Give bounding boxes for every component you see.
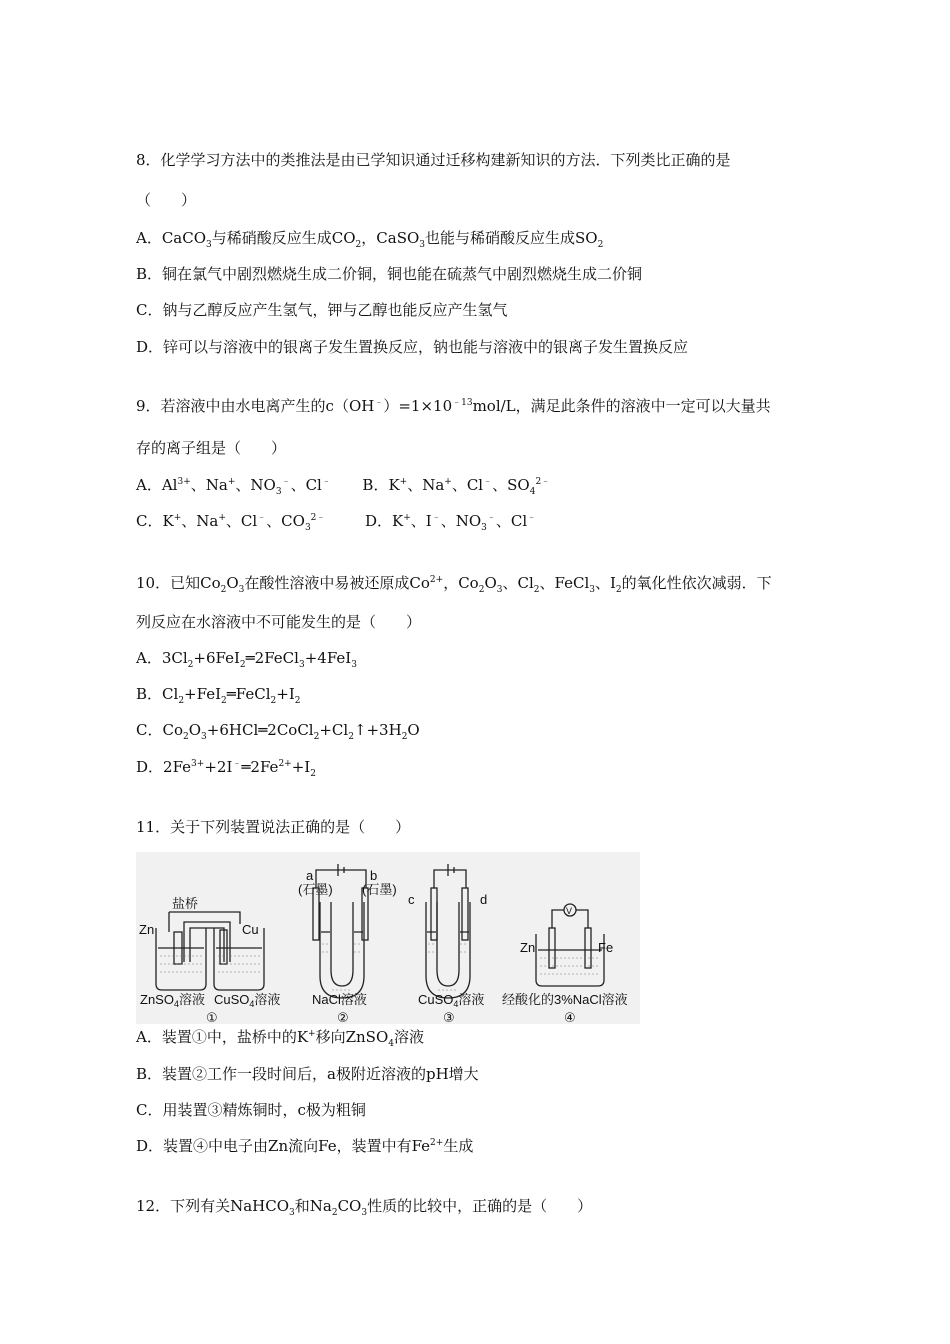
device-3-number: ③ [443, 1010, 455, 1024]
electrode-c-label: c [408, 892, 415, 907]
electrode-b-label: b [370, 868, 378, 883]
q8-option-b: B．铜在氯气中剧烈燃烧生成二价铜，铜也能在硫蒸气中剧烈燃烧生成二价铜 [136, 265, 643, 283]
electrode-d-label: d [480, 892, 488, 907]
q9-option-b: B．K+、Na+、Cl﹣、$SO_4^{2﹣}$ [362, 476, 551, 497]
q8-paren: （ ） [136, 191, 197, 209]
q11-option-a: A．装置①中，盐桥中的K+移向ZnSO$_4$溶液 [136, 1028, 425, 1049]
q10-stem: 10．已知$Co_2O_3$在酸性溶液中易被还原成$Co^{2+}$，$Co_2O_3$、$Cl_2$、FeCl$_3$、$I_2$的氧化性依次减弱．下 [136, 574, 772, 595]
q8-option-c: C．钠与乙醇反应产生氢气，钾与乙醇也能反应产生氢气 [136, 301, 508, 319]
q10-option-c: C．$Co_2O_3+6HCl═2CoCl_2+Cl_2↑+3H_2O$ [136, 721, 420, 742]
q9-options-cd [136, 511, 536, 531]
device-4-number: ④ [564, 1010, 576, 1024]
q11-stem: 11．关于下列装置说法正确的是（ ） [136, 818, 411, 836]
graphite-b-label: (石墨) [362, 882, 397, 897]
q9-option-a: A．$Al^{3+}$、Na+、$NO_3^﹣$、Cl﹣ [136, 476, 331, 497]
device-1-number: ① [206, 1010, 218, 1024]
q8-option-a: A．CaCO$_3$与稀硝酸反应生成$CO_2$，CaSO$_3$也能与稀硝酸反应生成$SO_2$ [136, 229, 604, 250]
q9-options-ab [136, 475, 550, 495]
q11-option-c: C．用装置③精炼铜时，c极为粗铜 [136, 1101, 366, 1119]
q8-option-d: D．锌可以与溶液中的银离子发生置换反应，钠也能与溶液中的银离子发生置换反应 [136, 338, 689, 356]
cu-label-1: Cu [242, 922, 259, 937]
q10-option-b: B．$Cl_2+FeI_2═FeCl_2+I_2$ [136, 685, 301, 706]
q9-option-c: C．K+、Na+、Cl﹣、$CO_3^{2﹣}$ [136, 512, 326, 533]
q9-option-d: D．K+、I﹣、$NO_3^﹣$、Cl﹣ [364, 512, 537, 533]
device-2-number: ② [337, 1010, 349, 1024]
zn-label-4: Zn [520, 940, 536, 955]
q10-option-a: A．$3Cl_2+6FeI_2═2FeCl_3+4FeI_3$ [136, 649, 357, 670]
q9-stem-line2: 存的离子组是（ ） [136, 439, 287, 457]
q8-stem: 8．化学学习方法中的类推法是由已学知识通过迁移构建新知识的方法．下列类比正确的是 [136, 151, 731, 169]
voltmeter-label: V [566, 906, 573, 916]
q10-option-d: D．$2Fe^{3+}+2I^﹣═2Fe^{2+}+I_2$ [136, 758, 316, 779]
q10-stem-line2: 列反应在水溶液中不可能发生的是（ ） [136, 613, 422, 631]
nacl-label: NaCl溶液 [312, 992, 367, 1007]
acidified-nacl-label: 经酸化的3%NaCl溶液 [502, 992, 628, 1007]
zn-label-1: Zn [139, 922, 155, 937]
salt-bridge-label: 盐桥 [172, 896, 199, 911]
q11-option-d: D．装置④中电子由Zn流向Fe，装置中有$Fe^{2+}$生成 [136, 1137, 474, 1155]
znso4-label: ZnSO$_4$溶液 [140, 992, 205, 1009]
q11-option-b: B．装置②工作一段时间后，a极附近溶液的pH增大 [136, 1065, 479, 1083]
cuso4-label-1: CuSO$_4$溶液 [214, 992, 281, 1009]
q12-stem: 12．下列有关NaHCO$_3$和$Na_2CO_3$性质的比较中，正确的是（ ） [136, 1197, 593, 1218]
q11-apparatus-figure [136, 852, 640, 1024]
fe-label-4: Fe [598, 940, 614, 955]
electrode-a-label: a [306, 868, 314, 883]
cuso4-label-3: CuSO$_4$溶液 [418, 992, 485, 1009]
graphite-a-label: (石墨) [298, 882, 333, 897]
q9-stem: 9．若溶液中由水电离产生的$c(OH^﹣)=1\times 10^{﹣13}mol/L$，满足此条件的溶液中一定可以大量共 [136, 397, 771, 415]
